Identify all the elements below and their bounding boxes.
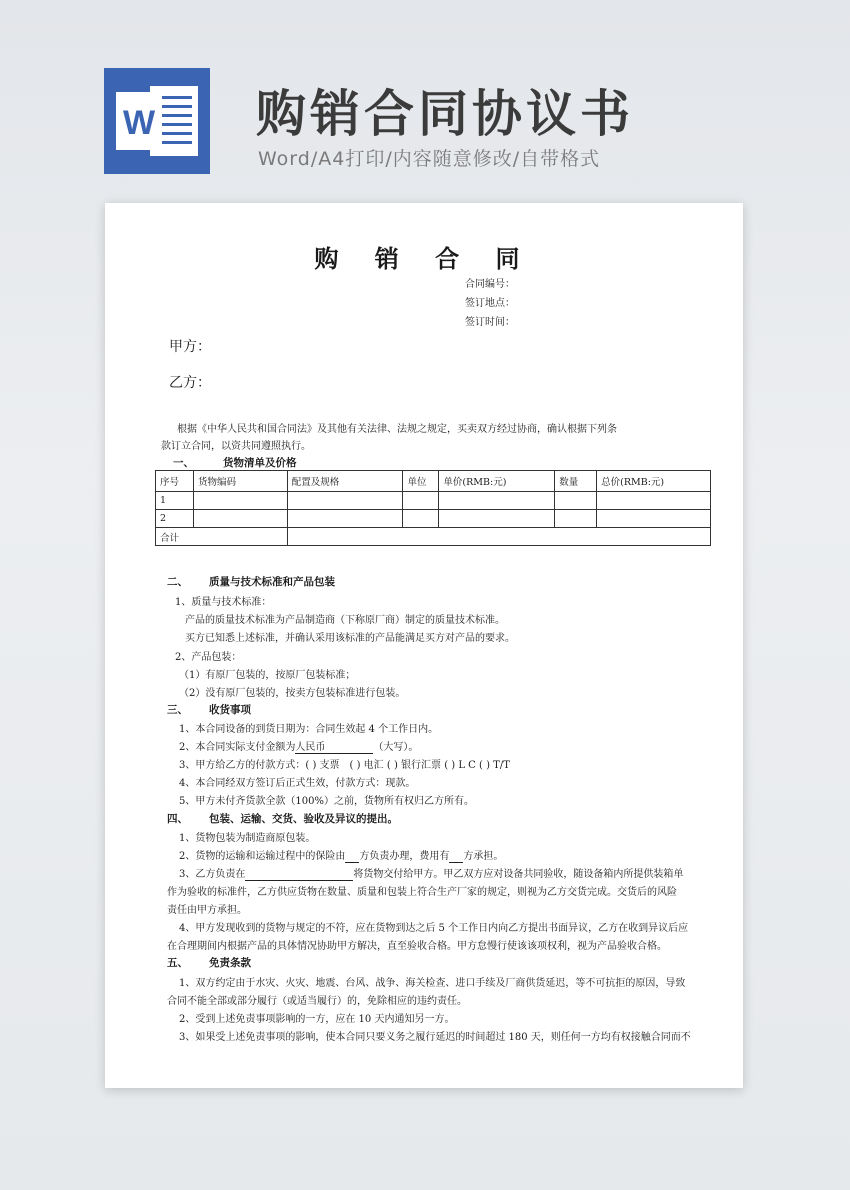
section-3-number: 三、 <box>167 704 188 716</box>
banner-subtitle: Word/A4打印/内容随意修改/自带格式 <box>258 148 601 170</box>
section-4-line-3b: 作为验收的标准件，乙方供应货物在数量、质量和包装上符合生产厂家的规定，则视为乙方交货完成。交货后的风险 <box>167 887 677 898</box>
signing-place-label: 签订地点： <box>465 298 515 309</box>
section-3-line-5: 5、甲方未付齐货款全款（100%）之前，货物所有权归乙方所有。 <box>179 796 474 807</box>
section-2-line: （2）没有原厂包装的，按卖方包装标准进行包装。 <box>179 688 406 699</box>
intro-line-1: 根据《中华人民共和国合同法》及其他有关法律、法规之规定，买卖双方经过协商，确认根据下列条 <box>177 424 617 435</box>
banner-title: 购销合同协议书 <box>256 85 634 143</box>
col-header-quantity: 数量 <box>555 471 597 492</box>
section-4-line-3c: 责任由甲方承担。 <box>167 905 247 916</box>
row-index: 1 <box>156 492 194 510</box>
section-1-number: 一、 <box>173 457 194 469</box>
col-header-code: 货物编码 <box>193 471 287 492</box>
section-4-title: 包装、运输、交货、验收及异议的提出。 <box>209 813 398 825</box>
contract-number-label: 合同编号： <box>465 279 515 290</box>
section-3-line-4: 4、本合同经双方签订后正式生效，付款方式：现款。 <box>179 778 416 789</box>
section-4-line-1: 1、货物包装为制造商原包装。 <box>179 833 316 844</box>
section-2-line: （1）有原厂包装的，按原厂包装标准； <box>179 670 356 681</box>
table-total-row <box>156 528 711 546</box>
total-label: 合计 <box>156 528 288 546</box>
section-2-line: 买方已知悉上述标准，并确认采用该标准的产品能满足买方对产品的要求。 <box>185 633 515 644</box>
section-3-line-1: 1、本合同设备的到货日期为：合同生效起 4 个工作日内。 <box>179 724 439 735</box>
amount-blank: 人民币 <box>295 738 373 754</box>
col-header-index: 序号 <box>156 471 194 492</box>
section-2-title: 质量与技术标准和产品包装 <box>209 576 335 588</box>
section-4-line-2: 2、货物的运输和运输过程中的保险由 方负责办理，费用有 方承担。 <box>179 851 504 862</box>
section-2-line: 产品的质量技术标准为产品制造商（下称原厂商）制定的质量技术标准。 <box>185 615 505 626</box>
intro-line-2: 款订立合同，以资共同遵照执行。 <box>161 441 311 452</box>
party-b-label: 乙方： <box>169 375 211 391</box>
section-3-line-3: 3、甲方给乙方的付款方式：( ) 支票 ( ) 电汇 ( ) 银行汇票 ( ) L C ( ) T/T <box>179 760 510 771</box>
blank <box>449 851 463 863</box>
section-3-line-2: 2、本合同实际支付金额为人民币 （大写）。 <box>179 738 418 754</box>
blank <box>245 869 353 881</box>
section-2-line: 2、产品包装： <box>175 652 242 663</box>
section-2-number: 二、 <box>167 576 188 588</box>
col-header-unit: 单位 <box>403 471 439 492</box>
col-header-spec: 配置及规格 <box>287 471 403 492</box>
section-4-line-4: 4、甲方发现收到的货物与规定的不符，应在货物到达之后 5 个工作日内向乙方提出书面异议，乙方在收到异议后应 <box>179 923 689 934</box>
document-page <box>105 203 743 1088</box>
word-document-icon <box>104 68 210 174</box>
table-row <box>156 492 711 510</box>
party-a-label: 甲方： <box>169 339 211 355</box>
section-5-number: 五、 <box>167 957 188 969</box>
blank <box>345 851 359 863</box>
section-5-line-1b: 合同不能全部或部分履行（或适当履行）的，免除相应的违约责任。 <box>167 996 467 1007</box>
svg-text:W: W <box>122 104 156 142</box>
table-row <box>156 510 711 528</box>
section-2-line: 1、质量与技术标准： <box>175 597 272 608</box>
section-5-line-2: 2、受到上述免责事项影响的一方，应在 10 天内通知另一方。 <box>179 1014 455 1025</box>
col-header-total-price: 总价(RMB:元) <box>597 471 711 492</box>
goods-table <box>155 470 711 546</box>
col-header-unit-price: 单价(RMB:元) <box>439 471 555 492</box>
section-5-title: 免责条款 <box>209 957 251 969</box>
signing-time-label: 签订时间： <box>465 317 515 328</box>
row-index: 2 <box>156 510 194 528</box>
section-3-title: 收货事项 <box>209 704 251 716</box>
section-4-number: 四、 <box>167 813 188 825</box>
section-5-line-3: 3、如果受上述免责事项的影响，使本合同只要义务之履行延迟的时间超过 180 天，则任何一方均有权接触合同而不 <box>179 1032 691 1043</box>
section-4-line-3: 3、乙方负责在 将货物交付给甲方。甲乙双方应对设备共同验收，随设备箱内所提供装箱单 <box>179 869 684 880</box>
section-5-line-1: 1、双方约定由于水灾、火灾、地震、台风、战争、海关检查、进口手续及厂商供货延迟，等不可抗拒的原因，导致 <box>179 978 686 989</box>
goods-table-header <box>156 471 711 492</box>
section-4-line-4b: 在合理期间内根据产品的具体情况协助甲方解决，直至验收合格。甲方怠慢行使该该项权利，视为产品验收合格。 <box>167 941 667 952</box>
section-1-title: 货物清单及价格 <box>223 457 297 469</box>
doc-title: 购 销 合 同 <box>314 245 534 273</box>
